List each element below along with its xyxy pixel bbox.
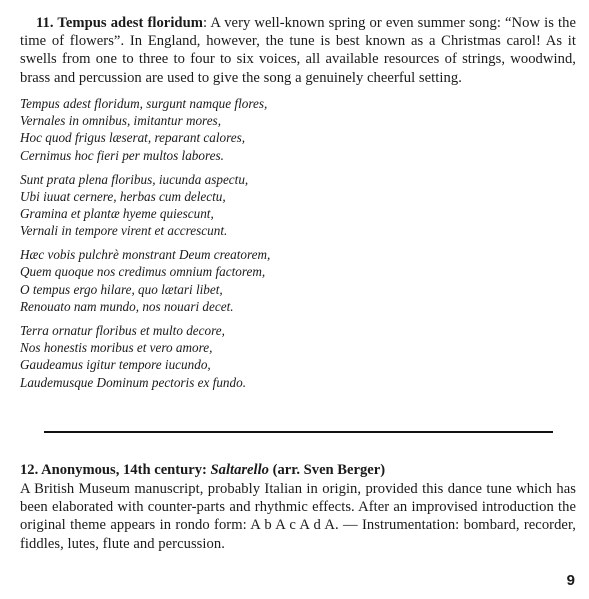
entry-11-description bbox=[20, 14, 576, 87]
entry-11 bbox=[20, 14, 576, 398]
entry-12-heading-title: Saltarello bbox=[210, 462, 269, 478]
entry-12-heading bbox=[20, 461, 576, 480]
entry-12-heading-prefix: 12. Anonymous, 14th century: bbox=[20, 462, 211, 478]
lyrics-stanza bbox=[20, 322, 576, 391]
lyrics-stanza bbox=[20, 95, 576, 164]
lyrics-line: Sunt prata plena floribus, iucunda aspectu, bbox=[20, 171, 249, 187]
lyrics-line: Terra ornatur floribus et multo decore, bbox=[20, 322, 225, 338]
lyrics-line: Tempus adest floridum, surgunt namque flores, bbox=[20, 95, 268, 111]
lyrics-line: Gaudeamus igitur tempore iucundo, bbox=[20, 357, 211, 373]
lyrics-line: Renouato nam mundo, nos nouari decet. bbox=[20, 299, 234, 315]
lyrics-line: Gramina et plantæ hyeme quiescunt, bbox=[20, 206, 214, 222]
lyrics-line: Hæc vobis pulchrè monstrant Deum creatorem, bbox=[20, 247, 271, 263]
lyrics-line: Nos honestis moribus et vero amore, bbox=[20, 340, 213, 356]
lyrics-line: O tempus ergo hilare, quo lætari libet, bbox=[20, 281, 223, 297]
entry-11-heading: 11. Tempus adest floridum bbox=[36, 15, 203, 31]
entry-12 bbox=[20, 461, 576, 553]
latin-lyrics bbox=[20, 95, 576, 391]
lyrics-line: Quem quoque nos credimus omnium factorem, bbox=[20, 264, 266, 280]
lyrics-stanza bbox=[20, 246, 576, 315]
lyrics-line: Vernales in omnibus, imitantur mores, bbox=[20, 113, 221, 129]
lyrics-line: Hoc quod frigus læserat, reparant calores, bbox=[20, 130, 246, 146]
page-number: 9 bbox=[566, 572, 575, 589]
section-divider bbox=[44, 431, 553, 433]
lyrics-line: Cernimus hoc fieri per multos labores. bbox=[20, 147, 224, 163]
lyrics-line: Vernali in tempore virent et accrescunt. bbox=[20, 223, 228, 239]
lyrics-line: Ubi iuuat cernere, herbas cum delectu, bbox=[20, 188, 226, 204]
entry-12-heading-suffix: (arr. Sven Berger) bbox=[268, 462, 386, 478]
entry-12-description: A British Museum manuscript, probably Italian in origin, provided this dance tune which has been elaborated with counter-parts and rhythmic effects. After an improvised introduction the original theme appears in rondo form: A b A c A d A. — Instrumentation: bombard, recorder, fiddles, lutes, flute and percussion. bbox=[20, 481, 576, 552]
entry-11-intro-text: : A very well-known spring or even summer song: “Now is the time of flowers”. In England, however, the tune is best known as a Christmas carol! As it swells from one to three to four to six voices, all available resources of strings, woodwind, brass and percussion are used to give the song a genuinely cheerful setting. bbox=[20, 15, 576, 86]
lyrics-line: Laudemusque Dominum pectoris ex fundo. bbox=[20, 374, 246, 390]
lyrics-stanza bbox=[20, 171, 576, 240]
